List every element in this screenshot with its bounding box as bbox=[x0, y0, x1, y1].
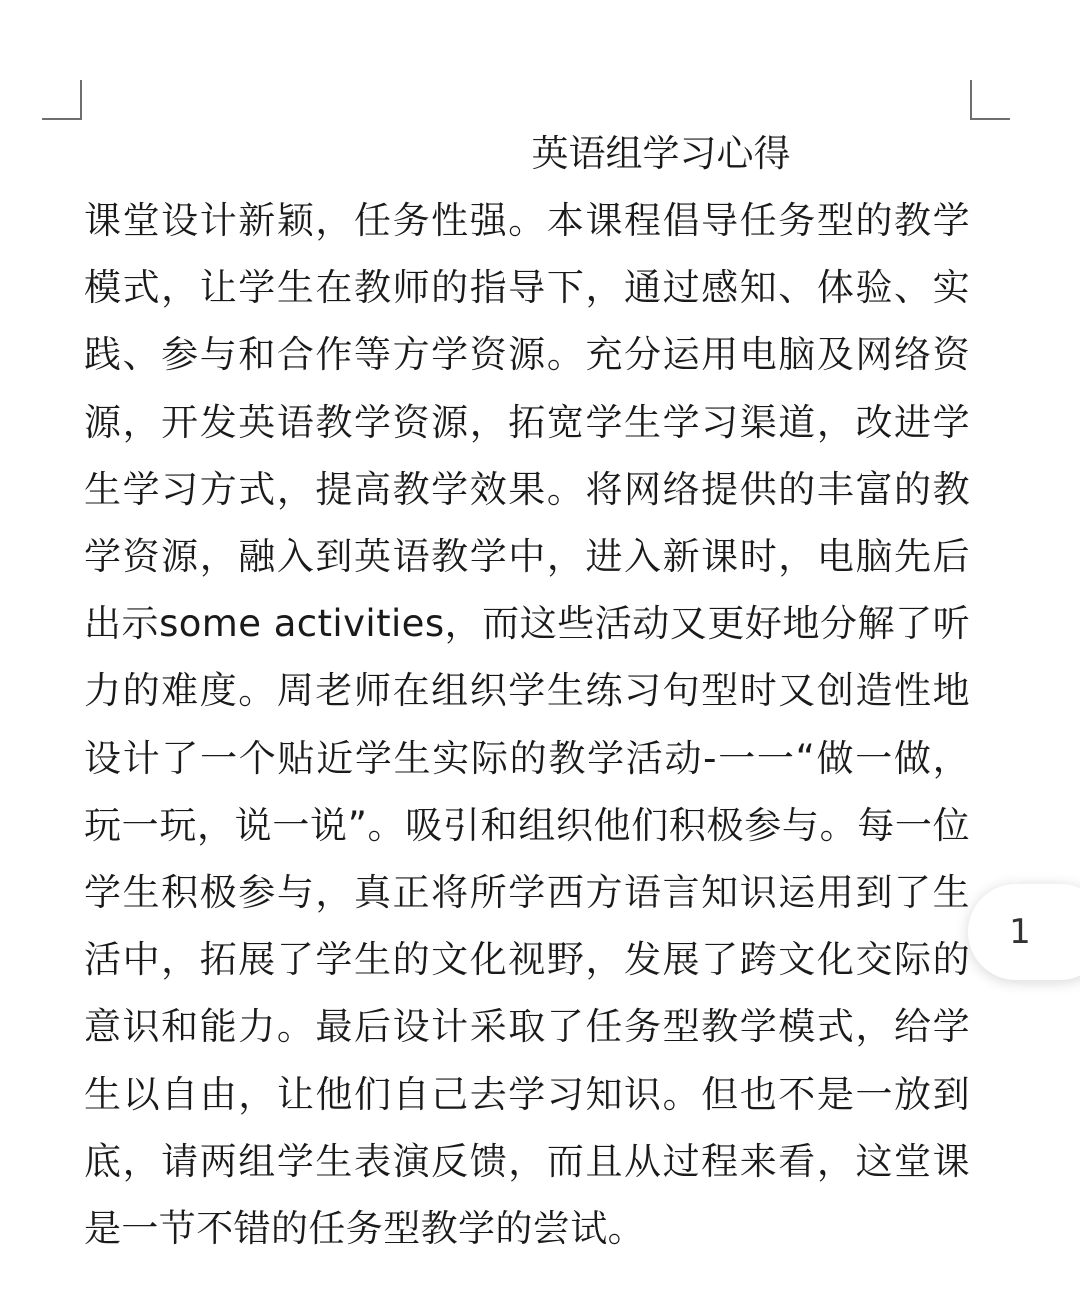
document-body-paragraph: 课堂设计新颖，任务性强。本课程倡导任务型的教学模式，让学生在教师的指导下，通过感知、体验、实践、参与和合作等方学资源。充分运用电脑及网络资源，开发英语教学资源，拓宽学生学习渠道，改进学生学习方式，提高教学效果。将网络提供的丰富的教学资源，融入到英语教学中，进入新课时，电脑先后出示some activities，而这些活动又更好地分解了听力的难度。周老师在组织学生练习句型时又创造性地设计了一个贴近学生实际的教学活动-一一“做一做，玩一玩，说一说”。吸引和组织他们积极参与。每一位学生积极参与，真正将所学西方语言知识运用到了生活中，拓展了学生的文化视野，发展了跨文化交际的意识和能力。最后设计采取了任务型教学模式，给学生以自由，让他们自己去学习知识。但也不是一放到底，请两组学生表演反馈，而且从过程来看，这堂课是一节不错的任务型教学的尝试。 bbox=[84, 199, 970, 1251]
document-title: 英语组学习心得 bbox=[531, 132, 791, 175]
crop-mark-top-right bbox=[970, 80, 1010, 120]
page-number-badge[interactable] bbox=[968, 884, 1080, 980]
page-number-label: 1 bbox=[1009, 912, 1031, 952]
crop-mark-top-left bbox=[42, 80, 82, 120]
